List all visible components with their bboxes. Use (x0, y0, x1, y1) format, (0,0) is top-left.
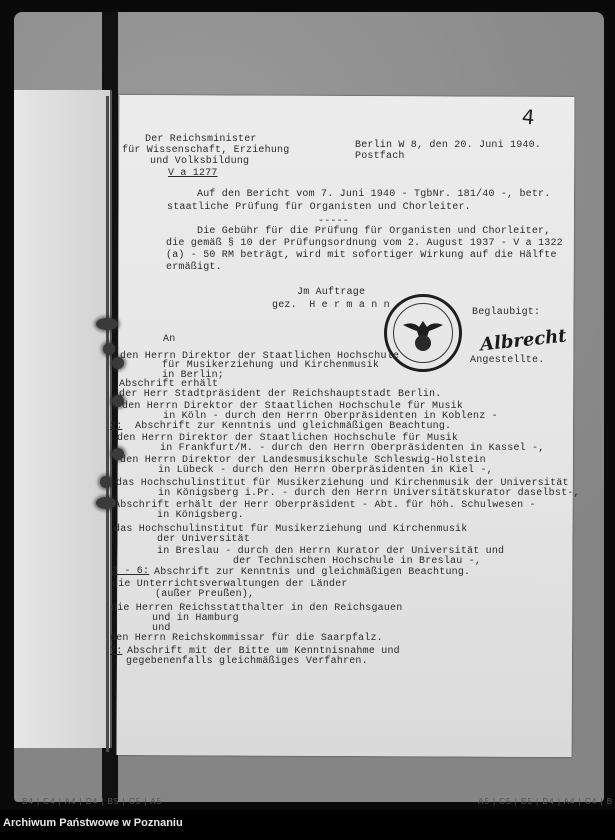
copy-marker: 3 - 6: (112, 566, 150, 577)
recipient-line: in Breslau - durch den Herrn Kurator der Universität und (157, 546, 505, 557)
recipient-line: (außer Preußen), (155, 589, 255, 600)
recipient-line: für Musikerziehung und Kirchenmusik (162, 360, 380, 371)
im-auftrage: Jm Auftrage (297, 287, 366, 298)
recipient-line: den Herrn Direktor der Staatlichen Hochschule (120, 351, 400, 362)
recipient-line: in Berlin; (162, 370, 225, 381)
body-line: Die Gebühr für die Prüfung für Organisten und Chorleiter, (197, 226, 551, 237)
postfach: Postfach (355, 151, 405, 162)
handwritten-signature: Albrecht (479, 325, 568, 356)
copy-marker: 2: (110, 421, 123, 432)
separator: ----- (318, 216, 350, 227)
recipient-line: den Herrn Direktor der Staatlichen Hochschule für Musik (122, 401, 464, 412)
certified-label: Beglaubigt: (472, 307, 541, 318)
recipient-line: das Hochschulinstitut für Musikerziehung und Kirchenmusik (114, 524, 468, 535)
recipient-line: und in Hamburg (152, 613, 239, 624)
recipient-line: die Herren Reichsstatthalter in den Reichsgauen (111, 603, 403, 614)
subject-line: Auf den Bericht vom 7. Juni 1940 - TgbNr. 181/40 -, betr. (197, 189, 551, 200)
sender-line: Der Reichsminister (145, 134, 257, 145)
recipient-line: den Herrn Direktor der Landesmusikschule Schleswig-Holstein (120, 455, 486, 466)
recipient-line: der Herr Stadtpräsident der Reichshauptstadt Berlin. (119, 389, 442, 400)
binding-fold (106, 96, 109, 752)
copy-instruction: Abschrift zur Kenntnis und gleichmäßigen Beachtung. (135, 421, 452, 432)
recipient-line: den Herrn Reichskommissar für die Saarpfalz. (110, 633, 383, 644)
binding-hole (100, 476, 112, 488)
signer-role: Angestellte. (470, 355, 545, 366)
subject-line: staatliche Prüfung für Organisten und Chorleiter. (167, 202, 471, 213)
recipient-line: in Frankfurt/M. - durch den Herrn Oberpräsidenten in Kassel -, (160, 443, 545, 454)
recipient-line: der Universität (157, 534, 251, 545)
recipient-line: das Hochschulinstitut für Musikerziehung und Kirchenmusik der Universität (116, 478, 569, 489)
place-date: Berlin W 8, den 20. Juni 1940. (355, 140, 542, 151)
binding-hole (96, 497, 116, 509)
recipient-line: der Technischen Hochschule in Breslau -, (233, 556, 482, 567)
body-line: (a) - 50 RM beträgt, wird mit sofortiger Wirkung auf die Hälfte (166, 250, 557, 261)
body-line: die gemäß § 10 der Prüfungsordnung vom 2. August 1937 - V a 1322 (166, 238, 563, 249)
copy-marker: 7: (110, 646, 123, 657)
eagle-emblem-icon (401, 311, 445, 355)
sender-line: für Wissenschaft, Erziehung (122, 145, 290, 156)
recipient-line: Abschrift erhält der Herr Oberpräsident - Abt. für höh. Schulwesen - (114, 500, 536, 511)
binding-hole (103, 343, 115, 355)
copy-instruction: gegebenenfalls gleichmäßiges Verfahren. (126, 656, 368, 667)
recipient-line: in Köln - durch den Herrn Oberpräsidenten in Koblenz - (163, 411, 498, 422)
handwritten-page-number: 4 (520, 104, 536, 130)
recipient-line: und (152, 623, 171, 634)
signed-by: gez. H e r m a n n (272, 300, 390, 311)
film-ruler-left: B4 | C4 | A4 | D4 | B5 | C5 | A5 (22, 797, 163, 806)
recipient-line: in Königsberg. (157, 510, 244, 521)
an-label: An (163, 334, 176, 345)
reference-number: V a 1277 (168, 168, 218, 179)
film-ruler-right: A5 | C5 | B5 | D4 | A4 | C4 | B (478, 797, 614, 806)
recipient-line: die Unterrichtsverwaltungen der Länder (112, 579, 348, 590)
body-line: ermäßigt. (166, 262, 222, 273)
sender-line: und Volksbildung (150, 156, 250, 167)
binding-hole (96, 318, 118, 330)
recipient-line: in Königsberg i.Pr. - durch den Herrn Universitätskurator daselbst-, (158, 488, 580, 499)
recipient-line: den Herrn Direktor der Staatlichen Hochschule für Musik (117, 433, 459, 444)
archive-label: Archiwum Państwowe w Poznaniu (3, 817, 183, 829)
copy-instruction: Abschrift mit der Bitte um Kenntnisnahme und (127, 646, 400, 657)
recipient-line: Abschrift erhält (119, 379, 219, 390)
previous-page-strip (14, 90, 112, 748)
recipient-line: in Lübeck - durch den Herrn Oberpräsidenten in Kiel -, (158, 465, 493, 476)
copy-instruction: Abschrift zur Kenntnis und gleichmäßigen Beachtung. (154, 567, 471, 578)
